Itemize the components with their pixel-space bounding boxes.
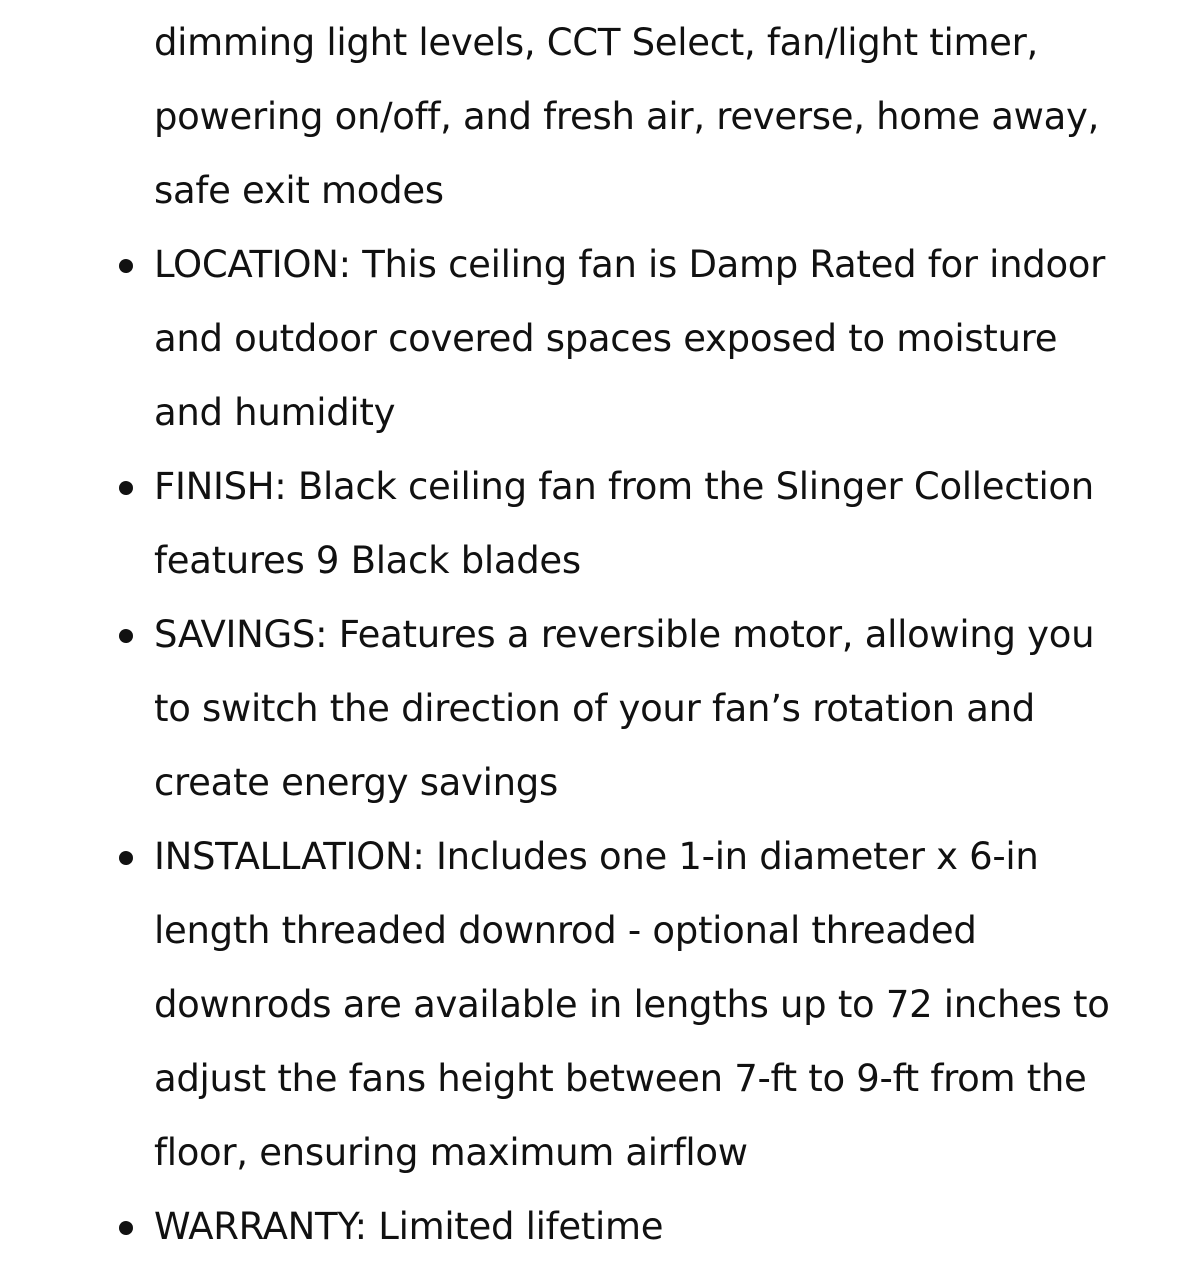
feature-text: SAVINGS: Features a reversible motor, allowing you to switch the direction of your fan’s rotation and create energy savings [154, 613, 1095, 804]
bullet-icon [119, 1221, 133, 1235]
feature-item-location [0, 228, 1180, 450]
feature-text: FINISH: Black ceiling fan from the Slinger Collection features 9 Black blades [154, 465, 1094, 582]
feature-item-installation [0, 820, 1180, 1190]
feature-item-savings [0, 598, 1180, 820]
bullet-icon [119, 259, 133, 273]
feature-text: INSTALLATION: Includes one 1-in diameter x 6-in length threaded downrod - optional threaded downrods are available in lengths up to 72 inches to adjust the fans height between 7-ft to 9-ft from the floor, ensuring maximum airflow [154, 835, 1110, 1174]
feature-item-warranty [0, 1190, 1180, 1264]
feature-text: WARRANTY: Limited lifetime [154, 1205, 664, 1248]
bullet-icon [119, 481, 133, 495]
feature-item-finish [0, 450, 1180, 598]
bullet-icon [119, 629, 133, 643]
feature-continuation-text: dimming light levels, CCT Select, fan/light timer, powering on/off, and fresh air, reverse, home away, safe exit modes [154, 21, 1100, 212]
feature-text: LOCATION: This ceiling fan is Damp Rated for indoor and outdoor covered spaces exposed to moisture and humidity [154, 243, 1106, 434]
bullet-icon [119, 851, 133, 865]
feature-list [0, 228, 1180, 1264]
